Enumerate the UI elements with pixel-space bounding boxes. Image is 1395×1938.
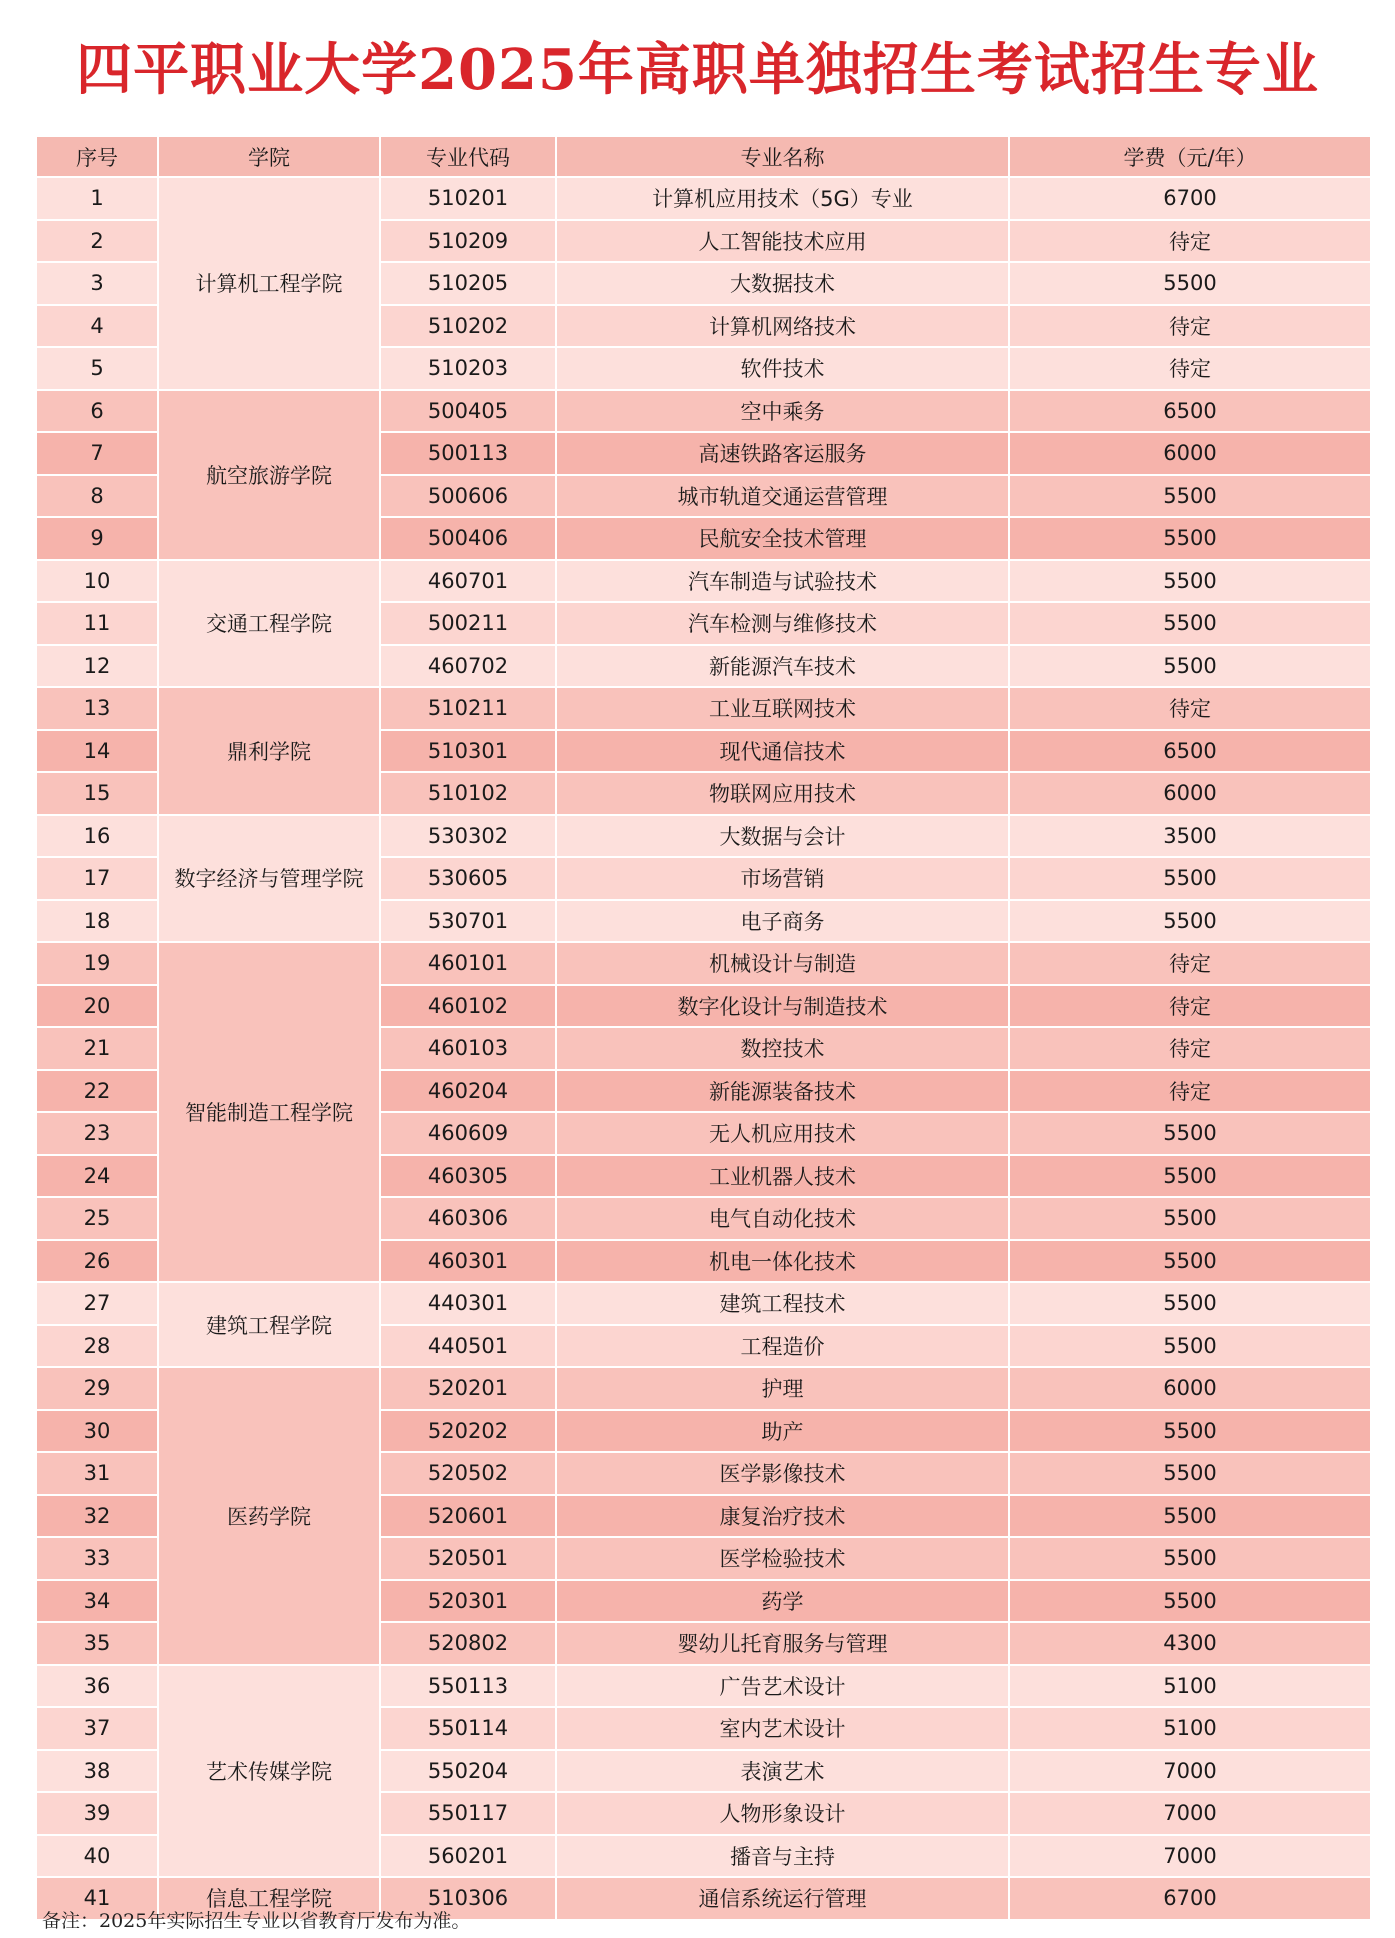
tuition-fee: 5500 [1009, 1240, 1371, 1283]
major-code: 560201 [380, 1835, 556, 1878]
major-name: 电子商务 [556, 900, 1009, 943]
major-code: 460701 [380, 560, 556, 603]
tuition-fee: 6000 [1009, 1367, 1371, 1410]
row-index: 5 [36, 347, 158, 390]
row-index: 7 [36, 432, 158, 475]
major-code: 510202 [380, 305, 556, 348]
major-code: 530701 [380, 900, 556, 943]
tuition-fee: 5500 [1009, 475, 1371, 518]
major-code: 500405 [380, 390, 556, 433]
major-name: 计算机网络技术 [556, 305, 1009, 348]
row-index: 8 [36, 475, 158, 518]
row-index: 17 [36, 857, 158, 900]
tuition-fee: 6700 [1009, 177, 1371, 220]
major-name: 机电一体化技术 [556, 1240, 1009, 1283]
header-major-name: 专业名称 [556, 136, 1009, 177]
tuition-fee: 待定 [1009, 220, 1371, 263]
table-row [36, 815, 1371, 858]
major-name: 大数据技术 [556, 262, 1009, 305]
major-code: 520201 [380, 1367, 556, 1410]
tuition-fee: 5500 [1009, 1452, 1371, 1495]
major-code: 550117 [380, 1792, 556, 1835]
tuition-fee: 6500 [1009, 390, 1371, 433]
major-name: 计算机应用技术（5G）专业 [556, 177, 1009, 220]
tuition-fee: 5500 [1009, 1197, 1371, 1240]
college-name: 建筑工程学院 [158, 1282, 380, 1367]
tuition-fee: 待定 [1009, 942, 1371, 985]
college-name: 鼎利学院 [158, 687, 380, 815]
tuition-fee: 5500 [1009, 1155, 1371, 1198]
row-index: 39 [36, 1792, 158, 1835]
major-code: 460301 [380, 1240, 556, 1283]
row-index: 41 [36, 1877, 158, 1920]
major-code: 550113 [380, 1665, 556, 1708]
college-name: 航空旅游学院 [158, 390, 380, 560]
major-name: 汽车制造与试验技术 [556, 560, 1009, 603]
row-index: 16 [36, 815, 158, 858]
major-name: 播音与主持 [556, 1835, 1009, 1878]
row-index: 1 [36, 177, 158, 220]
major-code: 460101 [380, 942, 556, 985]
major-code: 460102 [380, 985, 556, 1028]
tuition-fee: 5500 [1009, 1325, 1371, 1368]
row-index: 22 [36, 1070, 158, 1113]
tuition-fee: 5100 [1009, 1707, 1371, 1750]
major-name: 药学 [556, 1580, 1009, 1623]
row-index: 10 [36, 560, 158, 603]
major-code: 440301 [380, 1282, 556, 1325]
major-code: 510203 [380, 347, 556, 390]
tuition-fee: 待定 [1009, 1027, 1371, 1070]
major-name: 无人机应用技术 [556, 1112, 1009, 1155]
row-index: 12 [36, 645, 158, 688]
table-row [36, 687, 1371, 730]
tuition-fee: 5500 [1009, 1580, 1371, 1623]
row-index: 21 [36, 1027, 158, 1070]
tuition-fee: 5500 [1009, 857, 1371, 900]
major-name: 大数据与会计 [556, 815, 1009, 858]
tuition-fee: 5500 [1009, 262, 1371, 305]
table-row [36, 390, 1371, 433]
major-code: 520601 [380, 1495, 556, 1538]
major-code: 520802 [380, 1622, 556, 1665]
tuition-fee: 7000 [1009, 1835, 1371, 1878]
tuition-fee: 5500 [1009, 602, 1371, 645]
table-row [36, 942, 1371, 985]
tuition-fee: 6700 [1009, 1877, 1371, 1920]
tuition-fee: 5100 [1009, 1665, 1371, 1708]
major-name: 室内艺术设计 [556, 1707, 1009, 1750]
tuition-fee: 7000 [1009, 1750, 1371, 1793]
row-index: 26 [36, 1240, 158, 1283]
tuition-fee: 待定 [1009, 985, 1371, 1028]
major-name: 人工智能技术应用 [556, 220, 1009, 263]
row-index: 30 [36, 1410, 158, 1453]
college-name: 智能制造工程学院 [158, 942, 380, 1282]
row-index: 6 [36, 390, 158, 433]
major-code: 550114 [380, 1707, 556, 1750]
header-index: 序号 [36, 136, 158, 177]
row-index: 14 [36, 730, 158, 773]
row-index: 25 [36, 1197, 158, 1240]
table-row [36, 177, 1371, 220]
major-name: 物联网应用技术 [556, 772, 1009, 815]
tuition-fee: 6000 [1009, 772, 1371, 815]
major-name: 市场营销 [556, 857, 1009, 900]
tuition-fee: 5500 [1009, 1537, 1371, 1580]
major-name: 新能源装备技术 [556, 1070, 1009, 1113]
major-code: 520502 [380, 1452, 556, 1495]
major-name: 民航安全技术管理 [556, 517, 1009, 560]
major-code: 460103 [380, 1027, 556, 1070]
row-index: 37 [36, 1707, 158, 1750]
major-code: 510306 [380, 1877, 556, 1920]
college-name: 艺术传媒学院 [158, 1665, 380, 1878]
tuition-fee: 5500 [1009, 1112, 1371, 1155]
major-name: 新能源汽车技术 [556, 645, 1009, 688]
row-index: 27 [36, 1282, 158, 1325]
header-college: 学院 [158, 136, 380, 177]
row-index: 24 [36, 1155, 158, 1198]
row-index: 9 [36, 517, 158, 560]
college-name: 交通工程学院 [158, 560, 380, 688]
tuition-fee: 5500 [1009, 900, 1371, 943]
tuition-fee: 7000 [1009, 1792, 1371, 1835]
tuition-fee: 3500 [1009, 815, 1371, 858]
major-name: 城市轨道交通运营管理 [556, 475, 1009, 518]
major-code: 510301 [380, 730, 556, 773]
major-code: 500406 [380, 517, 556, 560]
major-code: 460306 [380, 1197, 556, 1240]
row-index: 3 [36, 262, 158, 305]
major-code: 530302 [380, 815, 556, 858]
row-index: 18 [36, 900, 158, 943]
row-index: 28 [36, 1325, 158, 1368]
major-name: 医学检验技术 [556, 1537, 1009, 1580]
row-index: 35 [36, 1622, 158, 1665]
header-tuition: 学费（元/年） [1009, 136, 1371, 177]
row-index: 19 [36, 942, 158, 985]
table-row [36, 560, 1371, 603]
major-code: 500211 [380, 602, 556, 645]
table-row [36, 1282, 1371, 1325]
major-code: 520202 [380, 1410, 556, 1453]
major-code: 550204 [380, 1750, 556, 1793]
major-name: 康复治疗技术 [556, 1495, 1009, 1538]
tuition-fee: 6500 [1009, 730, 1371, 773]
major-name: 数字化设计与制造技术 [556, 985, 1009, 1028]
row-index: 23 [36, 1112, 158, 1155]
major-code: 460702 [380, 645, 556, 688]
major-name: 护理 [556, 1367, 1009, 1410]
major-name: 通信系统运行管理 [556, 1877, 1009, 1920]
tuition-fee: 待定 [1009, 305, 1371, 348]
table-header [36, 136, 1371, 177]
major-name: 表演艺术 [556, 1750, 1009, 1793]
row-index: 13 [36, 687, 158, 730]
major-code: 440501 [380, 1325, 556, 1368]
row-index: 31 [36, 1452, 158, 1495]
row-index: 32 [36, 1495, 158, 1538]
major-code: 510102 [380, 772, 556, 815]
major-name: 软件技术 [556, 347, 1009, 390]
tuition-fee: 待定 [1009, 347, 1371, 390]
major-name: 工程造价 [556, 1325, 1009, 1368]
major-code: 530605 [380, 857, 556, 900]
tuition-fee: 6000 [1009, 432, 1371, 475]
major-name: 医学影像技术 [556, 1452, 1009, 1495]
table-row [36, 1367, 1371, 1410]
major-name: 机械设计与制造 [556, 942, 1009, 985]
major-code: 520501 [380, 1537, 556, 1580]
table-row [36, 1665, 1371, 1708]
major-code: 460305 [380, 1155, 556, 1198]
major-name: 工业机器人技术 [556, 1155, 1009, 1198]
tuition-fee: 5500 [1009, 1282, 1371, 1325]
major-name: 数控技术 [556, 1027, 1009, 1070]
tuition-fee: 5500 [1009, 1495, 1371, 1538]
row-index: 15 [36, 772, 158, 815]
major-name: 电气自动化技术 [556, 1197, 1009, 1240]
tuition-fee: 4300 [1009, 1622, 1371, 1665]
major-code: 500606 [380, 475, 556, 518]
tuition-fee: 5500 [1009, 645, 1371, 688]
major-code: 460204 [380, 1070, 556, 1113]
row-index: 29 [36, 1367, 158, 1410]
major-code: 510209 [380, 220, 556, 263]
table-body [36, 177, 1371, 1920]
header-major-code: 专业代码 [380, 136, 556, 177]
row-index: 11 [36, 602, 158, 645]
row-index: 36 [36, 1665, 158, 1708]
row-index: 33 [36, 1537, 158, 1580]
row-index: 40 [36, 1835, 158, 1878]
college-name: 数字经济与管理学院 [158, 815, 380, 943]
major-name: 助产 [556, 1410, 1009, 1453]
major-name: 婴幼儿托育服务与管理 [556, 1622, 1009, 1665]
header-row [36, 136, 1371, 177]
row-index: 4 [36, 305, 158, 348]
tuition-fee: 待定 [1009, 687, 1371, 730]
major-name: 人物形象设计 [556, 1792, 1009, 1835]
major-code: 510211 [380, 687, 556, 730]
row-index: 2 [36, 220, 158, 263]
tuition-fee: 5500 [1009, 560, 1371, 603]
row-index: 38 [36, 1750, 158, 1793]
row-index: 20 [36, 985, 158, 1028]
college-name: 信息工程学院 [158, 1877, 380, 1920]
college-name: 医药学院 [158, 1367, 380, 1665]
tuition-fee: 5500 [1009, 1410, 1371, 1453]
major-code: 460609 [380, 1112, 556, 1155]
major-code: 510201 [380, 177, 556, 220]
major-name: 空中乘务 [556, 390, 1009, 433]
major-name: 广告艺术设计 [556, 1665, 1009, 1708]
major-name: 建筑工程技术 [556, 1282, 1009, 1325]
footnote: 备注：2025年实际招生专业以省教育厅发布为准。 [42, 1910, 471, 1932]
major-name: 汽车检测与维修技术 [556, 602, 1009, 645]
college-name: 计算机工程学院 [158, 177, 380, 390]
major-name: 工业互联网技术 [556, 687, 1009, 730]
majors-table [35, 135, 1372, 1921]
page-title: 四平职业大学2025年高职单独招生考试招生专业 [76, 37, 1319, 103]
major-code: 510205 [380, 262, 556, 305]
tuition-fee: 待定 [1009, 1070, 1371, 1113]
row-index: 34 [36, 1580, 158, 1623]
major-name: 现代通信技术 [556, 730, 1009, 773]
major-code: 500113 [380, 432, 556, 475]
major-code: 520301 [380, 1580, 556, 1623]
major-name: 高速铁路客运服务 [556, 432, 1009, 475]
tuition-fee: 5500 [1009, 517, 1371, 560]
